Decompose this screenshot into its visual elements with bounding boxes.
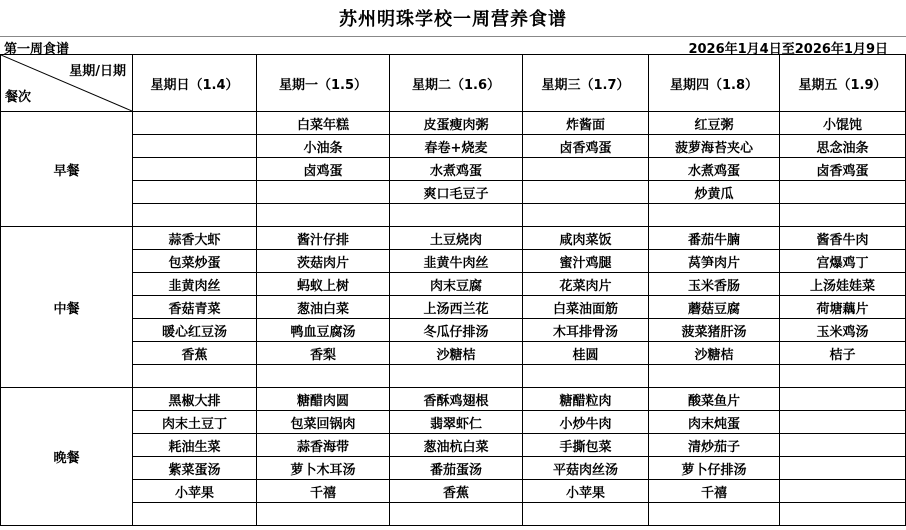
dish-cell xyxy=(780,457,906,480)
meal-label: 中餐 xyxy=(1,227,133,388)
dish-cell: 香蕉 xyxy=(390,480,523,503)
dish-cell: 番茄牛腩 xyxy=(649,227,780,250)
dish-cell: 香菇青菜 xyxy=(133,296,257,319)
dish-cell xyxy=(780,181,906,204)
dish-cell xyxy=(133,158,257,181)
dish-cell: 土豆烧肉 xyxy=(390,227,523,250)
dish-cell xyxy=(780,503,906,526)
table-row xyxy=(1,319,906,342)
dish-cell: 木耳排骨汤 xyxy=(523,319,649,342)
dish-cell: 翡翠虾仁 xyxy=(390,411,523,434)
table-row xyxy=(1,342,906,365)
dish-cell xyxy=(257,181,390,204)
dish-cell: 清炒茄子 xyxy=(649,434,780,457)
table-row xyxy=(1,434,906,457)
dish-cell: 香蕉 xyxy=(133,342,257,365)
dish-cell: 肉末豆腐 xyxy=(390,273,523,296)
dish-cell: 小炒牛肉 xyxy=(523,411,649,434)
dish-cell: 番茄蛋汤 xyxy=(390,457,523,480)
dish-cell: 上汤西兰花 xyxy=(390,296,523,319)
dish-cell: 皮蛋瘦肉粥 xyxy=(390,112,523,135)
dish-cell: 玉米鸡汤 xyxy=(780,319,906,342)
menu-table xyxy=(0,54,906,526)
dish-cell: 上汤娃娃菜 xyxy=(780,273,906,296)
table-row xyxy=(1,158,906,181)
dish-cell: 香梨 xyxy=(257,342,390,365)
dish-cell: 肉末土豆丁 xyxy=(133,411,257,434)
dish-cell: 花菜肉片 xyxy=(523,273,649,296)
dish-cell: 思念油条 xyxy=(780,135,906,158)
subheader xyxy=(0,36,906,55)
day-header: 星期四（1.8） xyxy=(649,55,780,112)
dish-cell xyxy=(390,503,523,526)
dish-cell: 香酥鸡翅根 xyxy=(390,388,523,411)
dish-cell xyxy=(780,388,906,411)
dish-cell: 蒜香海带 xyxy=(257,434,390,457)
dish-cell: 韭黄肉丝 xyxy=(133,273,257,296)
meal-label: 早餐 xyxy=(1,112,133,227)
dish-cell: 萝卜木耳汤 xyxy=(257,457,390,480)
dish-cell: 桂圆 xyxy=(523,342,649,365)
table-row xyxy=(1,457,906,480)
dish-cell: 酱香牛肉 xyxy=(780,227,906,250)
day-header: 星期三（1.7） xyxy=(523,55,649,112)
table-row xyxy=(1,365,906,388)
day-header: 星期五（1.9） xyxy=(780,55,906,112)
dish-cell: 菠菜猪肝汤 xyxy=(649,319,780,342)
table-row xyxy=(1,411,906,434)
dish-cell: 冬瓜仔排汤 xyxy=(390,319,523,342)
dish-cell xyxy=(780,434,906,457)
dish-cell: 包菜回锅肉 xyxy=(257,411,390,434)
dish-cell xyxy=(780,411,906,434)
dish-cell: 糖醋肉圆 xyxy=(257,388,390,411)
page-title: 苏州明珠学校一周营养食谱 xyxy=(339,9,567,30)
dish-cell xyxy=(133,204,257,227)
table-row xyxy=(1,250,906,273)
dish-cell: 手撕包菜 xyxy=(523,434,649,457)
dish-cell xyxy=(523,503,649,526)
dish-cell: 沙糖桔 xyxy=(649,342,780,365)
day-header: 星期日（1.4） xyxy=(133,55,257,112)
dish-cell: 卤香鸡蛋 xyxy=(780,158,906,181)
corner-meal-label: 餐次 xyxy=(5,90,32,105)
dish-cell xyxy=(390,365,523,388)
dish-cell xyxy=(649,503,780,526)
dish-cell: 耗油生菜 xyxy=(133,434,257,457)
table-row xyxy=(1,227,906,250)
dish-cell xyxy=(133,503,257,526)
dish-cell xyxy=(649,204,780,227)
dish-cell: 宫爆鸡丁 xyxy=(780,250,906,273)
table-row xyxy=(1,503,906,526)
table-row xyxy=(1,296,906,319)
day-header: 星期一（1.5） xyxy=(257,55,390,112)
dish-cell xyxy=(523,365,649,388)
dish-cell: 小油条 xyxy=(257,135,390,158)
dish-cell: 平菇肉丝汤 xyxy=(523,457,649,480)
table-row xyxy=(1,273,906,296)
dish-cell: 千禧 xyxy=(649,480,780,503)
dish-cell: 小馄饨 xyxy=(780,112,906,135)
dish-cell: 蒜香大虾 xyxy=(133,227,257,250)
table-row xyxy=(1,181,906,204)
dish-cell: 葱油白菜 xyxy=(257,296,390,319)
dish-cell: 红豆粥 xyxy=(649,112,780,135)
dish-cell: 春卷+烧麦 xyxy=(390,135,523,158)
dish-cell: 包菜炒蛋 xyxy=(133,250,257,273)
dish-cell: 炒黄瓜 xyxy=(649,181,780,204)
date-range: 2026年1月4日至2026年1月9日 xyxy=(688,42,888,57)
dish-cell xyxy=(133,181,257,204)
dish-cell xyxy=(257,503,390,526)
week-label: 第一周食谱 xyxy=(4,42,70,57)
dish-cell: 水煮鸡蛋 xyxy=(649,158,780,181)
dish-cell: 糖醋粒肉 xyxy=(523,388,649,411)
dish-cell xyxy=(390,204,523,227)
dish-cell: 水煮鸡蛋 xyxy=(390,158,523,181)
dish-cell: 炸酱面 xyxy=(523,112,649,135)
dish-cell: 小苹果 xyxy=(133,480,257,503)
dish-cell xyxy=(133,112,257,135)
dish-cell: 黑椒大排 xyxy=(133,388,257,411)
dish-cell xyxy=(649,365,780,388)
dish-cell: 紫菜蛋汤 xyxy=(133,457,257,480)
header-row xyxy=(1,55,906,112)
dish-cell: 菠萝海苔夹心 xyxy=(649,135,780,158)
dish-cell: 莴笋肉片 xyxy=(649,250,780,273)
dish-cell: 萝卜仔排汤 xyxy=(649,457,780,480)
dish-cell: 蜜汁鸡腿 xyxy=(523,250,649,273)
dish-cell: 茨菇肉片 xyxy=(257,250,390,273)
dish-cell xyxy=(133,135,257,158)
dish-cell: 卤香鸡蛋 xyxy=(523,135,649,158)
dish-cell: 酸菜鱼片 xyxy=(649,388,780,411)
dish-cell: 酱汁仔排 xyxy=(257,227,390,250)
meal-label: 晚餐 xyxy=(1,388,133,526)
corner-weekday-label: 星期/日期 xyxy=(69,64,126,79)
dish-cell: 韭黄牛肉丝 xyxy=(390,250,523,273)
dish-cell xyxy=(523,158,649,181)
dish-cell: 荷塘藕片 xyxy=(780,296,906,319)
dish-cell: 小苹果 xyxy=(523,480,649,503)
dish-cell: 肉末炖蛋 xyxy=(649,411,780,434)
dish-cell: 爽口毛豆子 xyxy=(390,181,523,204)
corner-cell xyxy=(1,55,133,112)
dish-cell xyxy=(257,365,390,388)
dish-cell: 桔子 xyxy=(780,342,906,365)
table-row xyxy=(1,388,906,411)
dish-cell: 蘑菇豆腐 xyxy=(649,296,780,319)
dish-cell: 蚂蚁上树 xyxy=(257,273,390,296)
dish-cell: 千禧 xyxy=(257,480,390,503)
dish-cell xyxy=(523,181,649,204)
dish-cell: 卤鸡蛋 xyxy=(257,158,390,181)
table-row xyxy=(1,480,906,503)
table-row xyxy=(1,204,906,227)
dish-cell: 白菜油面筋 xyxy=(523,296,649,319)
dish-cell xyxy=(133,365,257,388)
dish-cell: 葱油杭白菜 xyxy=(390,434,523,457)
dish-cell: 鸭血豆腐汤 xyxy=(257,319,390,342)
dish-cell xyxy=(257,204,390,227)
dish-cell: 沙糖桔 xyxy=(390,342,523,365)
dish-cell: 咸肉菜饭 xyxy=(523,227,649,250)
dish-cell: 玉米香肠 xyxy=(649,273,780,296)
dish-cell xyxy=(780,480,906,503)
dish-cell xyxy=(780,365,906,388)
day-header: 星期二（1.6） xyxy=(390,55,523,112)
dish-cell: 白菜年糕 xyxy=(257,112,390,135)
dish-cell xyxy=(780,204,906,227)
dish-cell: 暖心红豆汤 xyxy=(133,319,257,342)
dish-cell xyxy=(523,204,649,227)
table-row xyxy=(1,112,906,135)
table-row xyxy=(1,135,906,158)
